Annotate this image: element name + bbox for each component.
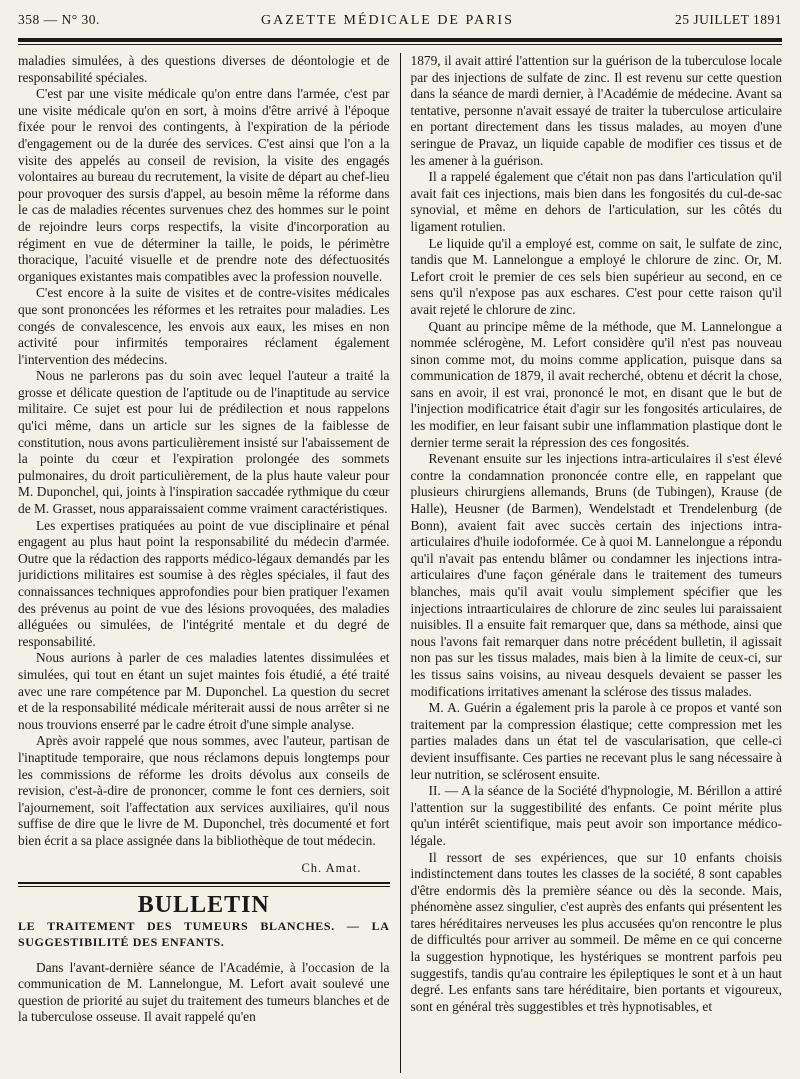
journal-title: GAZETTE MÉDICALE DE PARIS — [261, 13, 514, 28]
issue-date: 25 JUILLET 1891 — [675, 12, 782, 27]
paragraph: Revenant ensuite sur les injections intra-articulaires il s'est élevé contre la condamnation prononcée contre elle, en rappelant que plusieurs chirurgiens allemands, Bruns (de Tubingen), Krause (de Halle), Heusner (de Barmen), Wendelstadt et Trendelenburg (de Bonn), avaient fait avec succès certain des injections intra-articulaires d'huile iodoformée. Ce à quoi M. Lannelongue a répondu qu'il n'avait pas entendu blâmer ou condamner les injections intra-articulaires d'une façon générale dans le traitement des tumeurs blanches, mais qu'il avait voulu simplement spécifier que les injections intraarticulaires de chlorure de zinc seules lui paraissaient nuisibles. Il a ensuite fait remarquer que, dans sa méthode, ainsi que nous l'avons fait remarquer dans notre précédent bulletin, il agissait non pas sur les tissus malades, mais bien à la limite de ceux-ci, sur les tissus sains voisins, au niveau desquels devaient se passer les modifications irritatives amenant la sclérose des tissus malades. — [410, 451, 782, 699]
paragraph: Quant au principe même de la méthode, que M. Lannelongue a nommée sclérogène, M. Lefort considère qu'il n'est pas nouveau sinon comme mot, du moins comme application, puisque dans sa communication de 1879, il avait recherché, obtenu et décrit la chose, sans en avoir, il est vrai, prononcé le mot, en disant que le but de l'injection modificatrice était d'agir sur les fongosités articulaires, de les modifier, en leur faisant subir une inflammation plastique dont le dernier terme serait la répression des ces fongosités. — [410, 318, 782, 450]
paragraph: Dans l'avant-dernière séance de l'Académie, à l'occasion de la communication de M. Lannelongue, M. Lefort avait soulevé une question de priorité au sujet du traitement des tumeurs blanches et de la tuberculose osseuse. Il avait rappelé qu'en — [18, 959, 390, 1025]
paragraph: maladies simulées, à des questions diverses de déontologie et de responsabilité spéciales. — [18, 53, 390, 85]
paragraph: Les expertises pratiquées au point de vue disciplinaire et pénal engagent au plus haut point la responsabilité du médecin d'armée. Outre que la rédaction des rapports médico-légaux demandés par les juridictions militaires est soumise à des règles spéciales, il faut des connaissances techniques approfondies pour bien pratiquer l'examen des prévenus au point de vue des lésions provoquées, des maladies alléguées ou simulées, de l'intégrité mentale et du degré de responsabilité. — [18, 517, 390, 649]
page-header — [18, 12, 782, 34]
paragraph: Il a rappelé également que c'était non pas dans l'articulation qu'il avait fait ces injections, mais bien dans les fongosités du cul-de-sac synovial, et même en dehors de l'articulation, sur les côtés du ligament rotulien. — [410, 169, 782, 234]
author-signature: Ch. Amat. — [301, 860, 362, 875]
paragraph: Il ressort de ses expériences, que sur 10 enfants choisis indistinctement dans toutes les classes de la société, 8 sont capables d'être endormis dès la première séance ou dès la seconde. Mais, phénomène assez singulier, c'est auprès des enfants qui présentent les tares héréditaires nerveuses les plus accusées qu'on rencontre le plus de difficultés pour arriver au sommeil. De même en ce qui concerne la suggestion hypnotique, les hystériques se montrent parfois peu suggestifs, tandis qu'au contraire les épileptiques le sont et à un haut degré. Les enfants sans tare héréditaire, bien portants et vigoureux, sont en général très suggestibles et très hypnotisables, et — [410, 849, 782, 1014]
header-rule-thick — [18, 38, 782, 42]
paragraph: 1879, il avait attiré l'attention sur la guérison de la tuberculose locale par des injections de sulfate de zinc. Il est revenu sur cette question dans la séance de mardi dernier, à l'Académie de médecine. Avant sa tentative, personne n'avait essayé de traiter la tuberculose articulaire en portant directement dans les tissus malades, au moyen d'une seringue de Pravaz, un liquide capable de modifier ces tissus et de les amener à la guérison. — [410, 53, 782, 168]
paragraph: II. — A la séance de la Société d'hypnologie, M. Bérillon a attiré l'attention sur la suggestibilité des enfants. Ce point mérite plus qu'un intérêt scientifique, mais peut avoir son importance médico-légale. — [410, 783, 782, 848]
page-number: 358 — N° 30. — [18, 12, 100, 27]
paragraph: Le liquide qu'il a employé est, comme on sait, le sulfate de zinc, tandis que M. Lannelongue a employé le chlorure de zinc. Or, M. Lefort croit le premier de ces sels bien supérieur au second, en ce sens qu'il n'expose pas aux eschares. C'est pour cette raison qu'il avait rejeté le chlorure de zinc. — [410, 235, 782, 317]
right-column — [400, 53, 783, 1073]
paragraph: M. A. Guérin a également pris la parole à ce propos et vanté son traitement par la compression élastique; cette compression met les parties malades dans un état tel de vascularisation, que celle-ci devient insuffisante. Ces parties ne recevant plus le sang nécessaire à leur nutrition, se sclérosent ensuite. — [410, 700, 782, 782]
left-column — [18, 53, 400, 1073]
bulletin-title: BULLETIN — [137, 892, 270, 919]
text-columns — [18, 53, 782, 1073]
paragraph: Après avoir rappelé que nous sommes, avec l'auteur, partisan de l'inaptitude temporaire, que nous réclamons depuis longtemps pour les commissions de réforme les droits dévolus aux conseils de revision, c'est-à-dire de prononcer, comme le font ces derniers, soit l'ajournement, soit l'affectation aux services auxiliaires, qu'il nous suffise de dire que le livre de M. Duponchel, très documenté et fort bien écrit a sa place assignée dans la bibliothèque de tout médecin. — [18, 733, 390, 848]
paragraph: C'est encore à la suite de visites et de contre-visites médicales que sont prononcées les réformes et les retraites pour maladies. Les congés de convalescence, les envois aux eaux, les mises en non activité pour infirmités temporaires réclament également l'intervention des médecins. — [18, 285, 390, 367]
bulletin-subtitle: LE TRAITEMENT DES TUMEURS BLANCHES. — LA SUGGESTIBILITÉ DES ENFANTS. — [18, 918, 390, 949]
header-rule-thin — [18, 44, 782, 45]
paragraph: Nous aurions à parler de ces maladies latentes dissimulées et simulées, qui tout en étant un sujet maintes fois étudié, a été traité avec une rare compétence par M. Duponchel. La question du secret et de la responsabilité médicale mériterait aussi de nous arrêter si ne nous trouvions enserré par le cadre étroit d'une simple analyse. — [18, 650, 390, 732]
section-separator — [18, 882, 390, 887]
paragraph: Nous ne parlerons pas du soin avec lequel l'auteur a traité la grosse et délicate question de l'aptitude ou de l'inaptitude au service militaire. Ce sujet est pour lui de prédilection et nous rappelons qu'ici même, dans un article sur les signes de la faiblesse de constitution, nous avons particulièrement insisté sur l'abaissement de la pointe du cœur et l'expiration prolongée des sommets pulmonaires, du droit particulièrement, de la plus haute valeur pour M. Duponchel, qui, joints à l'inspiration saccadée rythmique du cœur de M. Grasset, nous apparaissaient comme vraiment caractéristiques. — [18, 368, 390, 517]
paragraph: C'est par une visite médicale qu'on entre dans l'armée, c'est par une visite médicale qu'on en sort, à moins d'être arrivé à l'époque fixée pour le renvoi des contingents, à l'expiration de la période d'engagement ou de la durée des services. C'est ainsi que l'on a la visite des appelés au conseil de revision, la visite des engagés volontaires au bureau du recrutement, la visite de départ au chef-lieu pour provoquer des sursis d'appel, au besoin même la réforme dans le cas de maladies récentes survenues chez des hommes sur le point de rejoindre leurs corps respectifs, la visite d'incorporation au régiment en vue de déterminer la taille, le poids, le périmètre thoracique, l'acuité visuelle et de prendre note des défectuosités organiques existantes mais compatibles avec la profession nouvelle. — [18, 86, 390, 284]
